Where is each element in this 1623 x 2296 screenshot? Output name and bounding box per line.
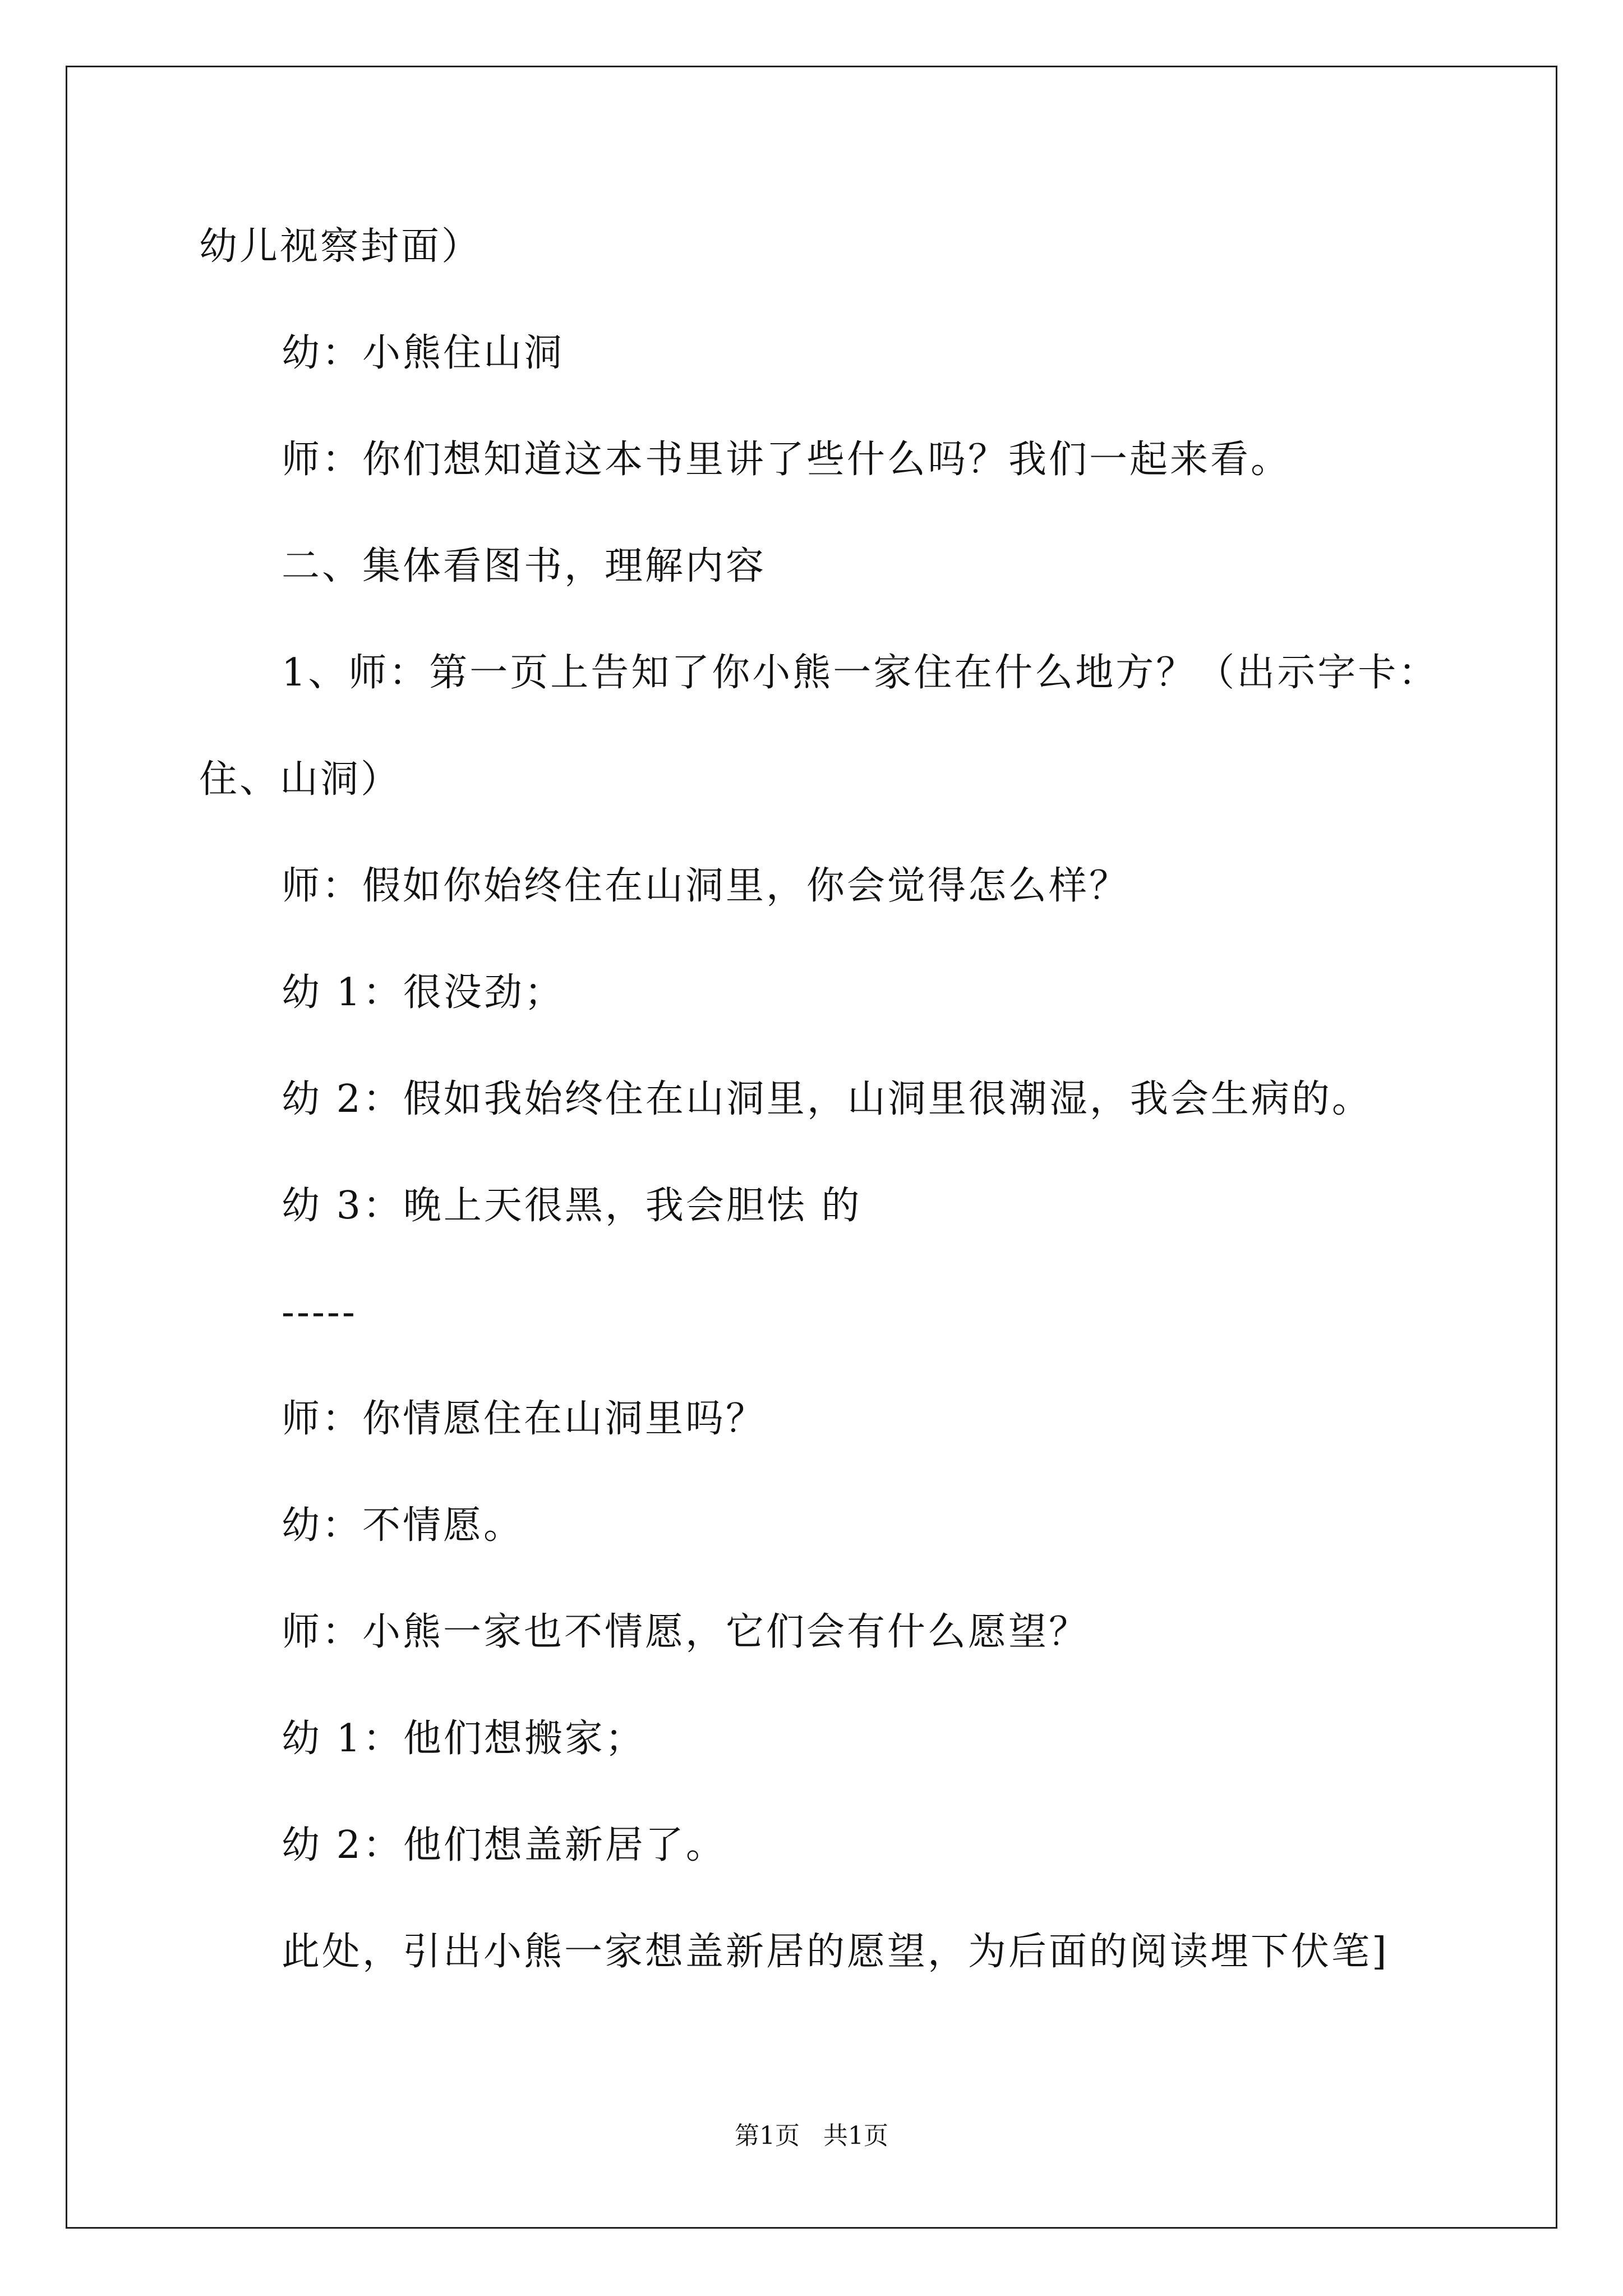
text-line: 幼 2：他们想盖新居了。: [282, 1823, 726, 1867]
section-heading: 二、集体看图书，理解内容: [282, 544, 767, 588]
text-line: 师：假如你始终住在山洞里，你会觉得怎么样？: [282, 864, 1130, 908]
text-line: 幼：小熊住山洞: [282, 331, 565, 375]
text-line: 师：你情愿住在山洞里吗？: [282, 1397, 767, 1441]
text-line: 师：小熊一家也不情愿，它们会有什么愿望？: [282, 1610, 1090, 1654]
text-line: 此处，引出小熊一家想盖新居的愿望，为后面的阅读埋下伏笔]: [282, 1930, 1389, 1974]
text-line: 幼儿视察封面）: [199, 224, 482, 269]
text-line: 幼：不情愿。: [282, 1503, 524, 1548]
text-line: 住、山洞）: [199, 757, 402, 802]
text-line: 幼 1：他们想搬家；: [282, 1717, 645, 1761]
dash-separator: -----: [282, 1290, 357, 1335]
text-line: 师：你们想知道这本书里讲了些什么吗？我们一起来看。: [282, 438, 1292, 482]
text-line: 幼 1：很没劲；: [282, 970, 565, 1015]
text-line: 1、师：第一页上告知了你小熊一家住在什么地方？（出示字卡：: [282, 651, 1439, 695]
page-number-footer: 第1页 共1页: [735, 2122, 888, 2150]
text-line: 幼 3：晚上天很黑，我会胆怯 的: [282, 1184, 862, 1228]
page-border: [66, 66, 1557, 2229]
text-line: 幼 2：假如我始终住在山洞里，山洞里很潮湿，我会生病的。: [282, 1077, 1372, 1121]
